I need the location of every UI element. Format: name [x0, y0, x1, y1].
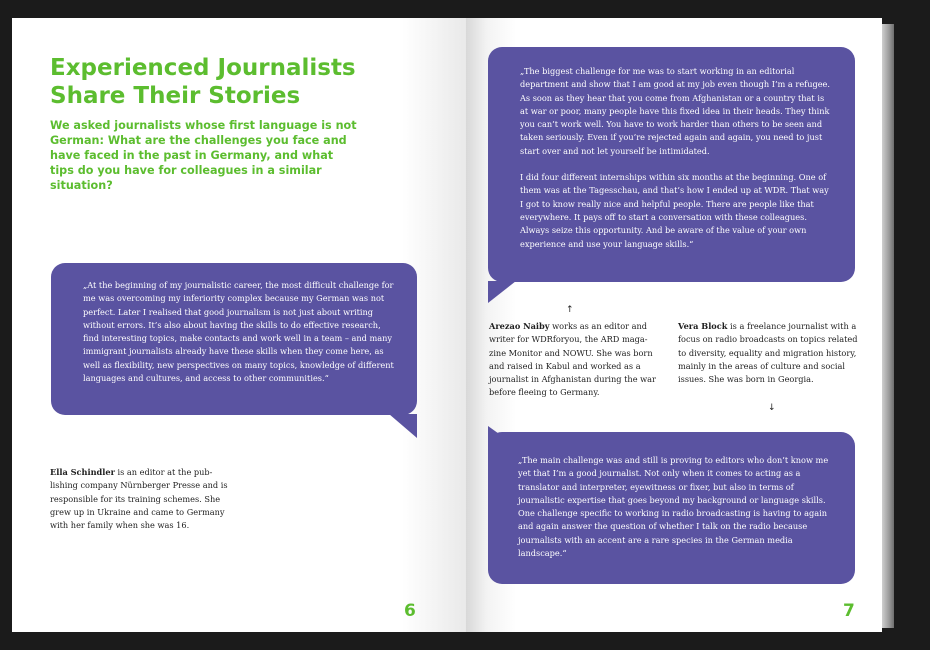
bio-arezao-naiby: [489, 320, 659, 400]
intro-question: We asked journalists whose first language is not German: What are the challenges you face and have faced in the past in Germany, and what tips do you have for colleagues in a similar situation?: [50, 119, 357, 192]
page-number-left: 6: [404, 601, 416, 621]
quote-bubble-ella-schindler: [51, 263, 417, 415]
bio-name: Ella Schindler: [50, 467, 115, 477]
quote-text: „At the beginning of my journalistic career, the most difficult challenge for me was overcoming my inferiority complex because my German was not perfect. Later I realised that good journalism is not just about writing without errors. It’s also about having the skills to do effective research, find interesting topics, make contacts and work well in a team – and many immigrant journalists already have these skills when they come here, as well as flexibility, new perspectives on many topics, knowledge of different languages and cultures, and access to other communities.“: [83, 280, 394, 384]
bio-text: is a freelance journalist with a focus on radio broadcasts on topics related to diversity, equality and migration history, mainly in the areas of culture and social issues. She was born in Georgia.: [678, 321, 858, 385]
quote-paragraph-1: „The biggest challenge for me was to start working in an editorial department and show that I am good at my job even though I’m a refugee. As soon as they hear that you come from Afghanistan or a country that is at war or poor, many people have this fixed idea in their heads. They think you can’t work well. You have to work harder than others to be seen and taken seriously. Even if you’re rejected again and again, you need to just start over and not let yourself be intimidated.: [520, 66, 831, 156]
bio-text: works as an editor and writer for WDRforyou, the ARD magazine Monitor and NOWU. She was born and raised in Kabul and worked as a journalist in Afghanistan during the war before fleeing to Germany.: [489, 321, 656, 398]
bio-name: Arezao Naiby: [489, 321, 550, 331]
page-number-right: 7: [843, 601, 855, 621]
arrow-down-icon: ↓: [768, 403, 776, 413]
quote-bubble-vera-block: [488, 432, 855, 584]
quote-bubble-arezao-naiby: [488, 47, 855, 282]
book-page-edge: [882, 24, 894, 628]
quote-text: „The main challenge was and still is proving to editors who don’t know me yet that I’m a good journalist. Not only when it comes to acting as a translator and interpreter, eyewitness or fixer, but also in terms of journalistic expertise that goes beyond my background or language skills. One challenge specific to working in radio broadcasting is having to again and again answer the question of whether I talk on the radio because journalists with an accent are a rare species in the German media landscape.“: [518, 455, 829, 559]
bio-name: Vera Block: [678, 321, 728, 331]
speech-bubble-tail: [488, 281, 516, 303]
quote-paragraph-2: I did four different internships within six months at the beginning. One of them was at the Tagesschau, and that’s how I ended up at WDR. That way I got to know really nice and helpful people. There are people like that everywhere. It pays off to start a conversation with these colleagues. Always seize this opportunity. And be aware of the value of your own experience and use your language skills.“: [520, 172, 829, 249]
bio-text: is an editor at the publishing company Nürnberger Presse and is responsible for its training schemes. She grew up in Ukraine and came to Germany with her family when she was 16.: [50, 467, 228, 531]
bio-ella-schindler: [50, 466, 235, 532]
bio-vera-block: [678, 320, 858, 386]
page-title: Experienced Journalists Share Their Stories: [50, 55, 356, 109]
speech-bubble-tail: [389, 414, 417, 438]
arrow-up-icon: ↑: [566, 305, 574, 315]
